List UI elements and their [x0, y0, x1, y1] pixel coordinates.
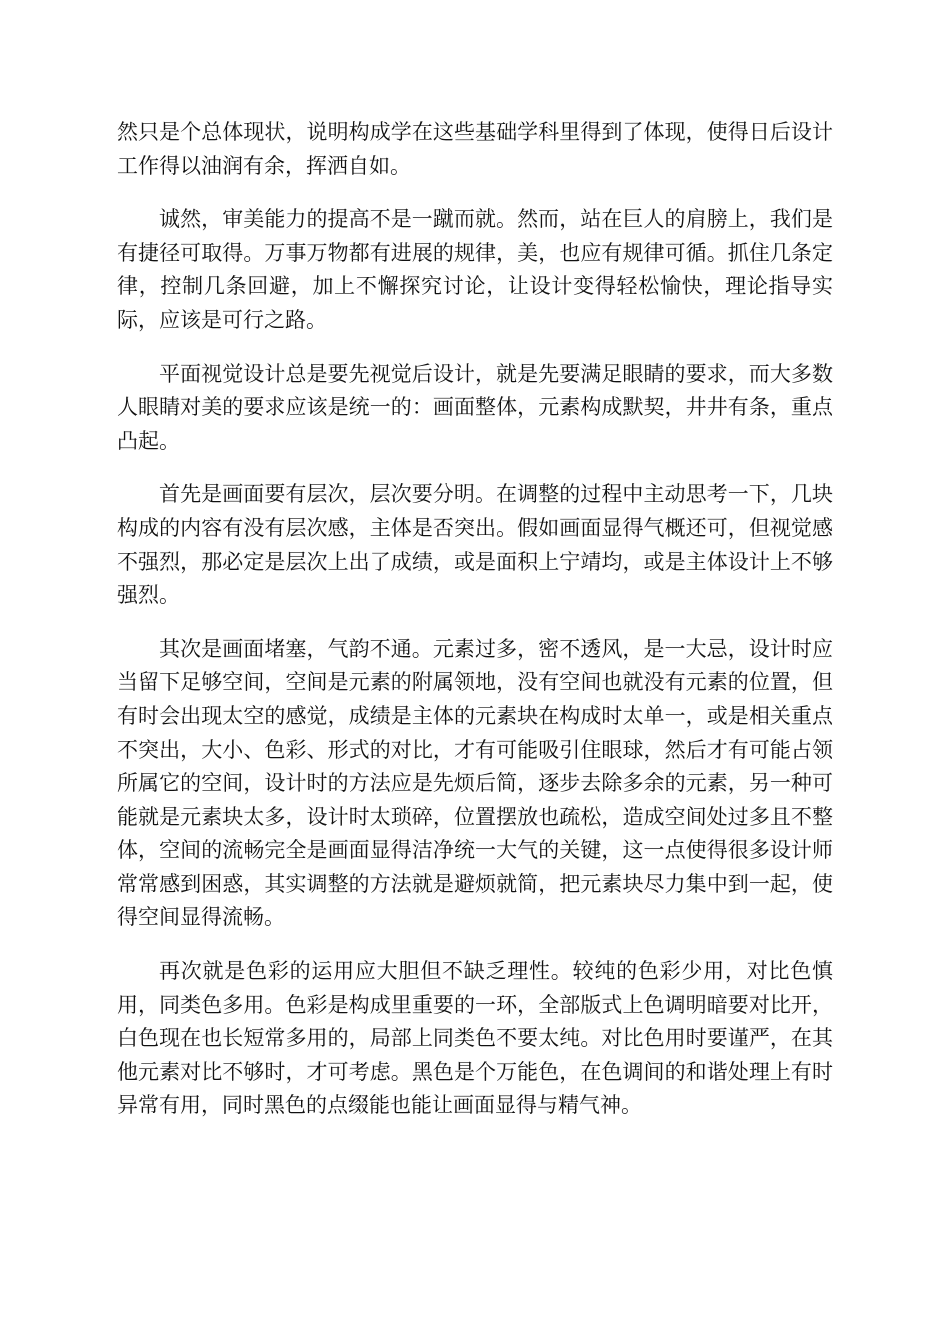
paragraph-aesthetic-ability: 诚然，审美能力的提高不是一蹴而就。然而，站在巨人的肩膀上，我们是有捷径可取得。万事万物都有进展的规律，美，也应有规律可循。抓住几条定律，控制几条回避，加上不懈探究讨论，让设计变得轻松愉快，理论指导实际，应该是可行之路。 [117, 207, 833, 332]
paragraph-space: 其次是画面堵塞，气韵不通。元素过多，密不透风，是一大忌，设计时应当留下足够空间，空间是元素的附属领地，没有空间也就没有元素的位置，但有时会出现太空的感觉，成绩是主体的元素块在构成时太单一，或是相关重点不突出，大小、色彩、形式的对比，才有可能吸引住眼球，然后才有可能占领所属它的空间，设计时的方法应是先烦后简，逐步去除多余的元素，另一种可能就是元素块太多，设计时太琐碎，位置摆放也疏松，造成空间处过多且不整体，空间的流畅完全是画面显得洁净统一大气的关键，这一点使得很多设计师常常感到困惑，其实调整的方法就是避烦就简，把元素块尽力集中到一起，使得空间显得流畅。 [117, 636, 833, 930]
paragraph-color: 再次就是色彩的运用应大胆但不缺乏理性。较纯的色彩少用，对比色慎用，同类色多用。色彩是构成里重要的一环，全部版式上色调明暗要对比开，白色现在也长短常多用的，局部上同类色不要太纯。对比色用时要谨严，在其他元素对比不够时，才可考虑。黑色是个万能色，在色调间的和谐处理上有时异常有用，同时黑色的点缀能也能让画面显得与精气神。 [117, 959, 833, 1118]
paragraph-visual-design: 平面视觉设计总是要先视觉后设计，就是先要满足眼睛的要求，而大多数人眼睛对美的要求应该是统一的：画面整体，元素构成默契，井井有条，重点凸起。 [117, 361, 833, 453]
paragraph-layering: 首先是画面要有层次，层次要分明。在调整的过程中主动思考一下，几块构成的内容有没有层次感，主体是否突出。假如画面显得气概还可，但视觉感不强烈，那必定是层次上出了成绩，或是面积上宁靖均，或是主体设计上不够强烈。 [117, 482, 833, 608]
document-body [117, 116, 833, 1143]
paragraph-continuation: 然只是个总体现状，说明构成学在这些基础学科里得到了体现，使得日后设计工作得以油润有余，挥洒自如。 [117, 120, 833, 178]
